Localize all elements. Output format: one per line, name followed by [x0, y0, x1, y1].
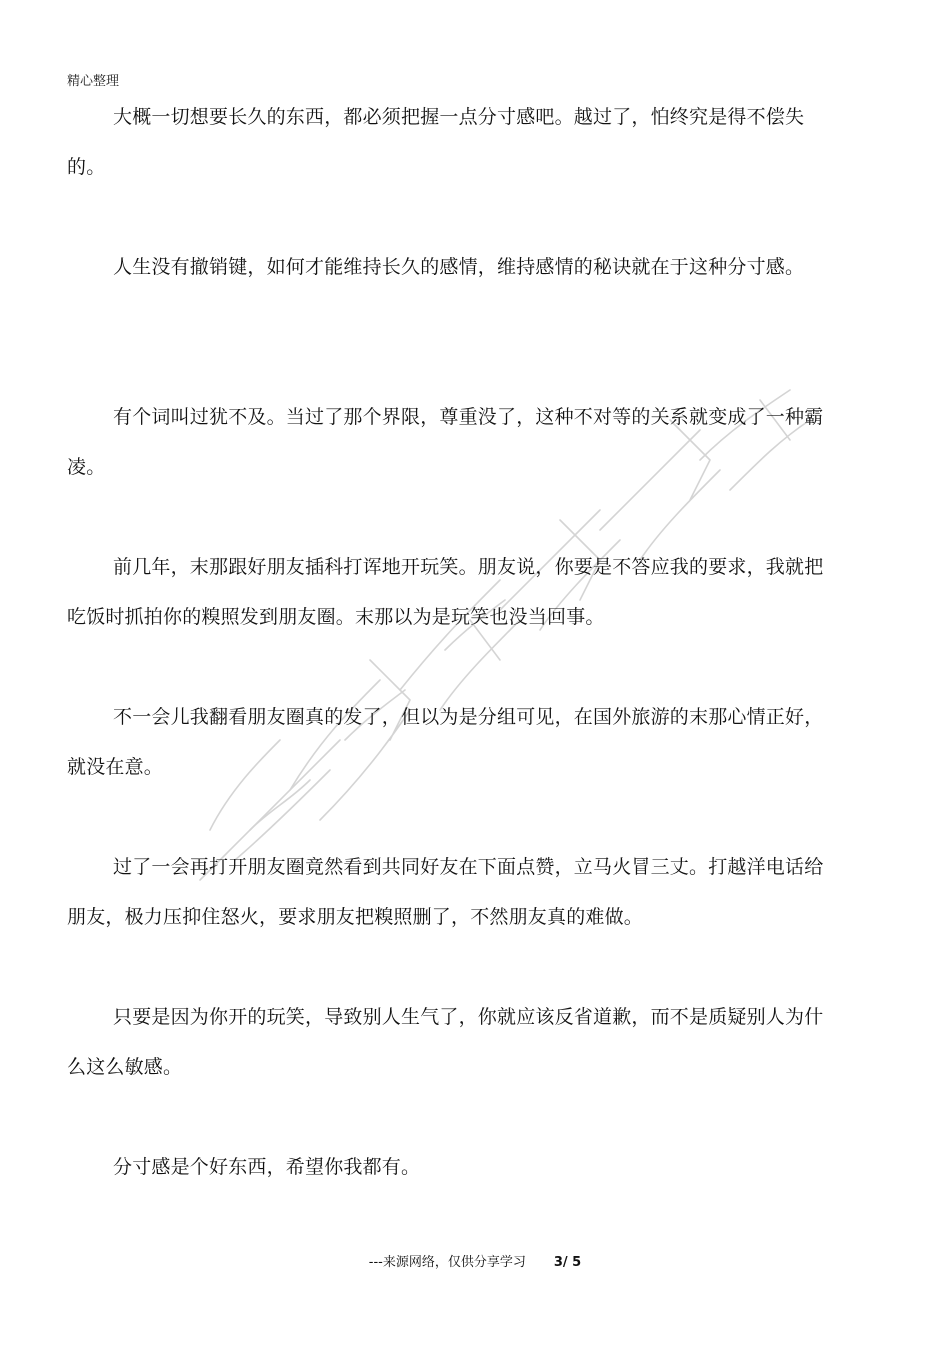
paragraph-7: 只要是因为你开的玩笑，导致别人生气了，你就应该反省道歉，而不是质疑别人为什么这么敏感。 [67, 1006, 824, 1078]
paragraph-8: 分寸感是个好东西，希望你我都有。 [113, 1156, 421, 1178]
page-number: 3/ 5 [553, 1255, 582, 1270]
paragraph-2: 人生没有撤销键，如何才能维持长久的感情，维持感情的秘诀就在于这种分寸感。 [113, 256, 805, 278]
paragraph-1: 大概一切想要长久的东西，都必须把握一点分寸感吧。越过了，怕终究是得不偿失的。 [67, 106, 805, 178]
header-label: 精心整理 [67, 74, 120, 89]
paragraph-6: 过了一会再打开朋友圈竟然看到共同好友在下面点赞，立马火冒三丈。打越洋电话给朋友，极力压抑住怒火，要求朋友把糗照删了，不然朋友真的难做。 [67, 856, 824, 928]
paragraph-4: 前几年，末那跟好朋友插科打诨地开玩笑。朋友说，你要是不答应我的要求，我就把吃饭时抓拍你的糗照发到朋友圈。末那以为是玩笑也没当回事。 [67, 556, 824, 628]
footer-source-text: ---来源网络，仅供分享学习 [368, 1255, 526, 1270]
paragraph-3: 有个词叫过犹不及。当过了那个界限，尊重没了，这种不对等的关系就变成了一种霸凌。 [67, 406, 824, 478]
page-footer [0, 1251, 950, 1270]
paragraph-5: 不一会儿我翻看朋友圈真的发了，但以为是分组可见，在国外旅游的末那心情正好，就没在意。 [67, 706, 824, 778]
